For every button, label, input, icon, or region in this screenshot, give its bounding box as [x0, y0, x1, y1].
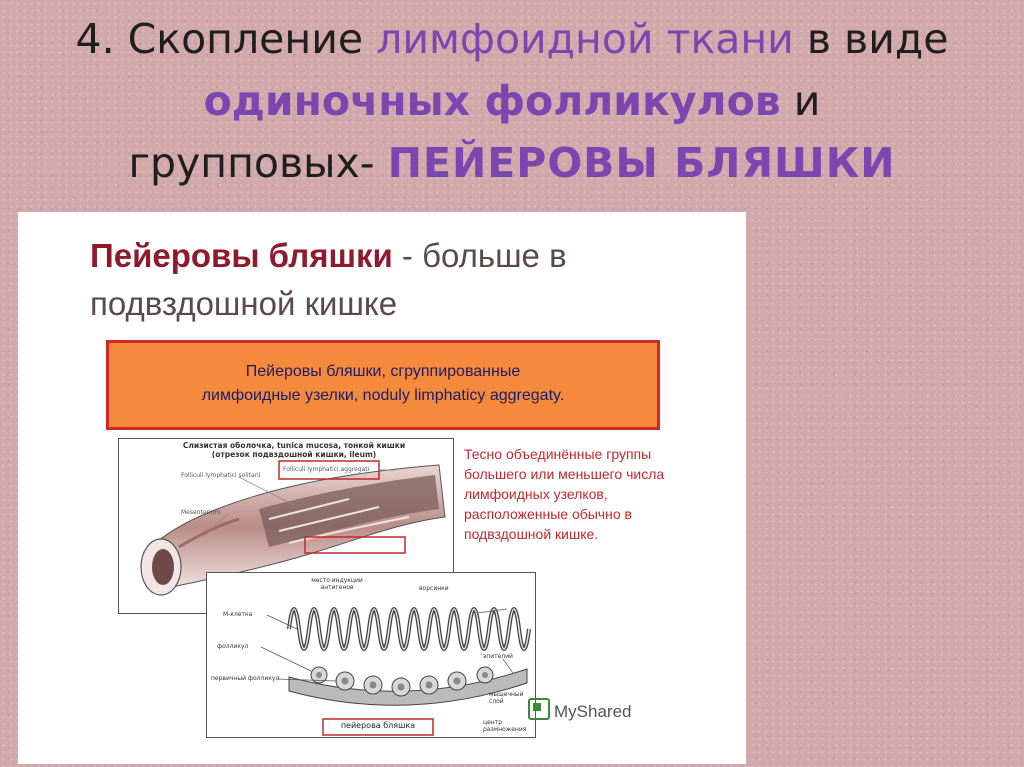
side-description: Тесно объединённые группы большего или меньшего числа лимфоидных узелков, расположенные обычно в подвздошной кишке.	[464, 446, 665, 542]
title-line-1	[0, 8, 1024, 70]
figure1-label: Folliculi lymphatici aggregati	[283, 466, 370, 473]
figure2-label: мышечный слой	[489, 691, 524, 705]
figure2-label: эпителий	[483, 653, 513, 660]
title-line-2	[0, 70, 1024, 132]
title-highlight: одиночных фолликулов	[203, 77, 781, 125]
title-highlight: ПЕЙЕРОВЫ БЛЯШКИ	[387, 139, 896, 187]
figure2-label: центр размножения	[483, 719, 527, 733]
figure1-label: Folliculi lymphatici solitarii	[181, 472, 261, 479]
title-text: 4. Скопление	[75, 15, 377, 63]
definition-line-1: Пейеровы бляшки, сгруппированные	[245, 363, 521, 380]
figure2-label: фолликул	[217, 643, 249, 650]
figure2-label: М-клетка	[223, 611, 253, 618]
figure1-label: Mesenterium	[181, 509, 221, 516]
content-panel	[18, 212, 746, 764]
figure2-label: место индукции антигенов	[311, 577, 363, 591]
definition-line-2: лимфоидные узелки, noduly limphaticy aggregaty.	[201, 387, 565, 404]
peyer-patch-label: пейерова бляшка	[340, 721, 416, 730]
panel-heading-rest: - больше в подвздошной кишке	[90, 237, 567, 322]
figure2-label: первичный фолликул	[211, 675, 280, 682]
figure1-caption-2: (отрезок подвздошной кишки, ileum)	[211, 450, 377, 459]
panel-heading	[90, 232, 730, 328]
panel-heading-bold: Пейеровы бляшки	[90, 237, 393, 274]
watermark-text: MyShared	[554, 702, 632, 721]
definition-box	[106, 340, 660, 430]
title-highlight: лимфоидной ткани	[376, 15, 794, 63]
title-text: в виде	[793, 15, 949, 63]
watermark	[528, 698, 631, 722]
title-text: групповых-	[128, 139, 388, 187]
figure1-caption: Слизистая оболочка, tunica mucosa, тонкой кишки	[182, 441, 406, 450]
myshared-logo-icon	[528, 698, 550, 720]
title-line-3	[0, 132, 1024, 194]
figure2-label: ворсинки	[419, 585, 449, 592]
title-text: и	[780, 77, 821, 125]
slide-title	[0, 8, 1024, 194]
peyer-patch-figure	[206, 572, 536, 738]
